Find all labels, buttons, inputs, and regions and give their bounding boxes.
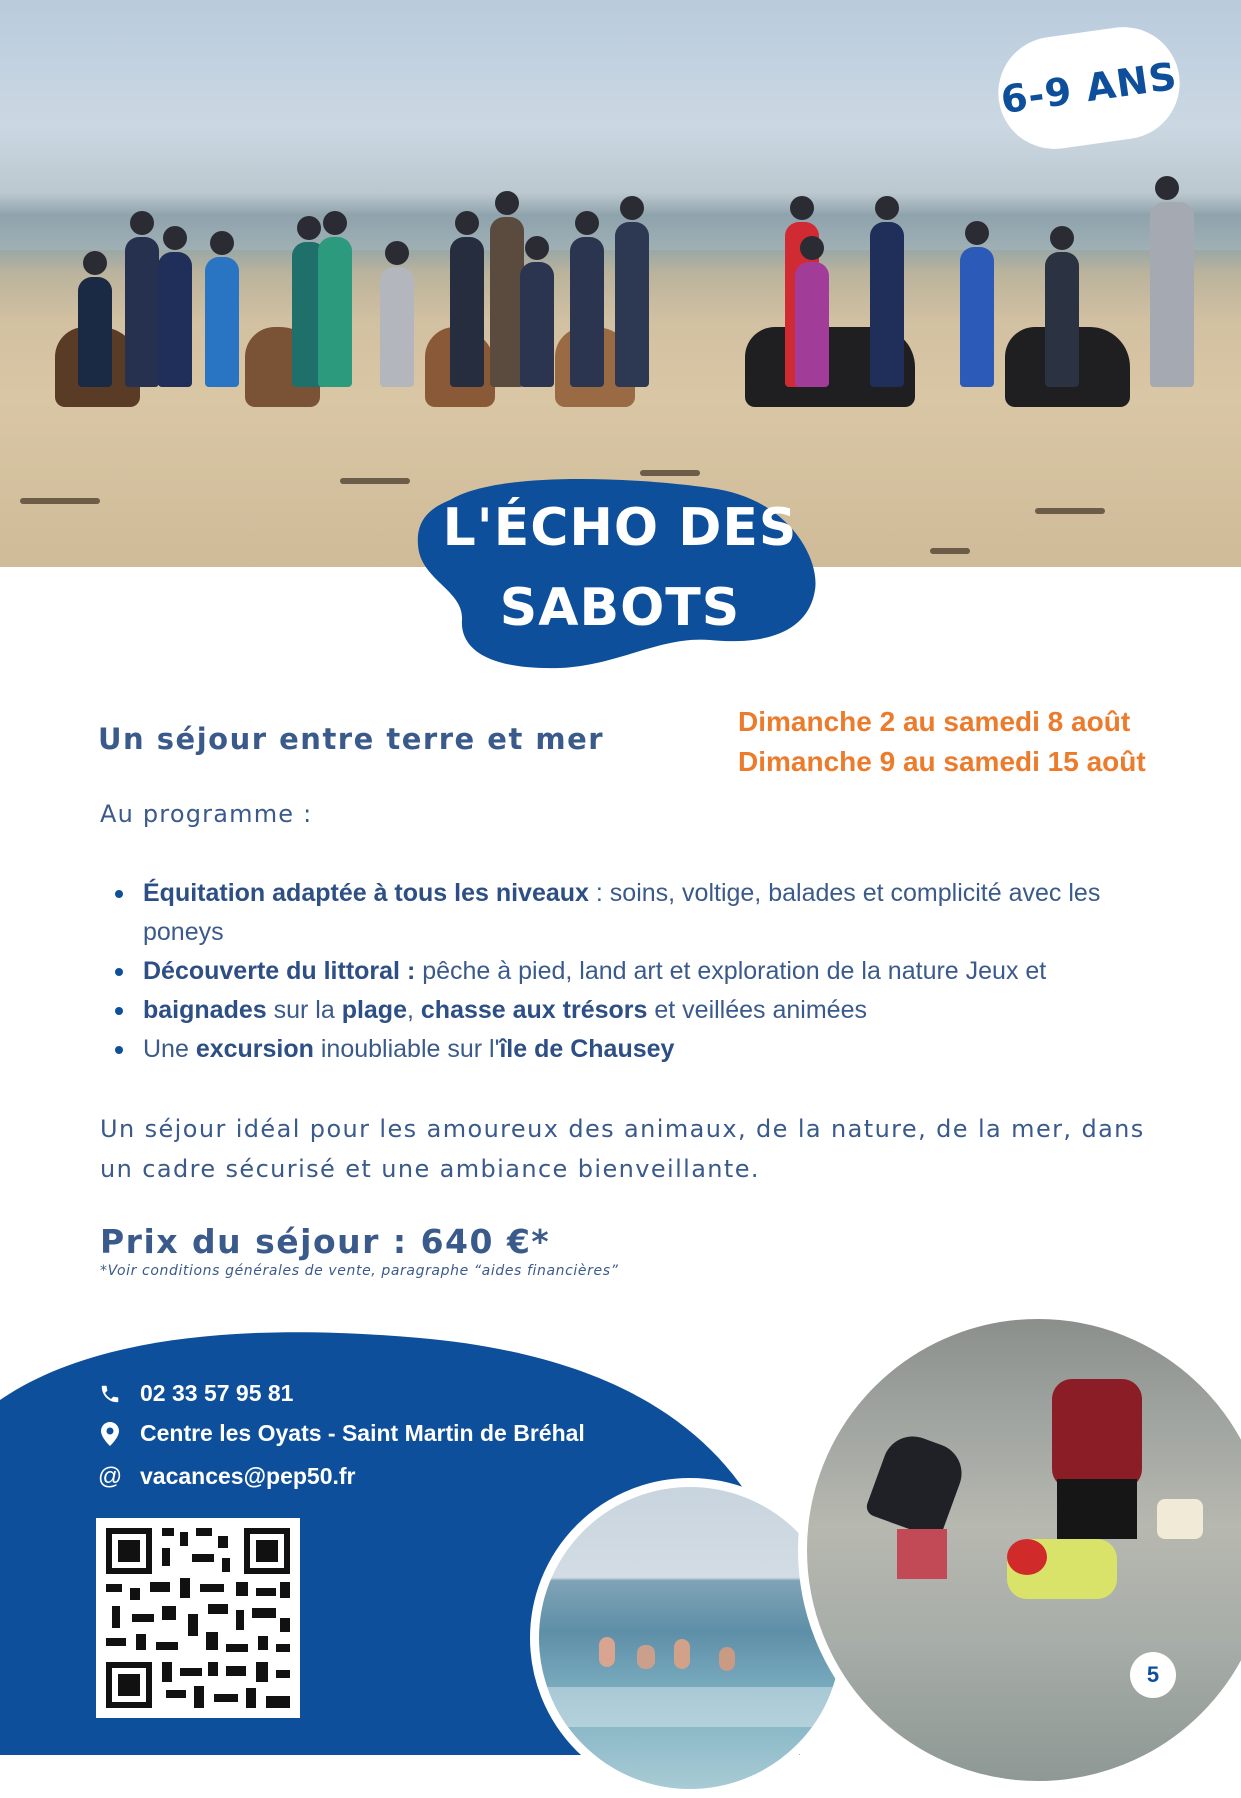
program-item-highlight: Découverte du littoral : (143, 957, 416, 985)
phone-number: 02 33 57 95 81 (140, 1380, 294, 1406)
program-item-highlight: chasse aux trésors (420, 996, 648, 1024)
map-pin-icon (98, 1422, 122, 1446)
program-item (112, 991, 1172, 1030)
program-item-highlight: plage (341, 996, 407, 1024)
program-item-highlight: baignades (143, 996, 267, 1024)
contact-location (98, 1420, 585, 1447)
age-badge-text: 6-9 ANS (998, 53, 1180, 123)
phone-icon (98, 1382, 122, 1406)
program-item-highlight: excursion (195, 1035, 314, 1063)
program-list (112, 874, 1172, 1069)
program-intro: Au programme : (100, 800, 313, 828)
program-item-text: : soins, voltige, balades et complicité avec les poneys (143, 879, 1101, 946)
program-item-text: Une (143, 1035, 196, 1063)
page-title (430, 488, 810, 648)
program-item-text: inoubliable sur l' (313, 1035, 500, 1063)
price: Prix du séjour : 640 €* (100, 1222, 551, 1261)
program-item-text: , (406, 996, 421, 1024)
title-line-2: SABOTS (499, 578, 741, 638)
price-note: *Voir conditions générales de vente, paragraphe “aides financières” (100, 1263, 619, 1279)
session-date-1: Dimanche 2 au samedi 8 août (738, 706, 1131, 737)
at-icon: @ (97, 1462, 123, 1490)
program-item (112, 952, 1172, 991)
session-dates (738, 702, 1146, 782)
program-item (112, 1030, 1172, 1069)
session-date-2: Dimanche 9 au samedi 15 août (738, 746, 1146, 777)
program-item-text: pêche à pied, land art et exploration de la nature Jeux et (415, 957, 1047, 985)
program-item-text: sur la (266, 996, 342, 1024)
program-item-highlight: île de Chausey (499, 1035, 675, 1063)
contact-phone[interactable] (98, 1380, 293, 1407)
location-text: Centre les Oyats - Saint Martin de Bréhal (140, 1420, 585, 1446)
email-address: vacances@pep50.fr (140, 1463, 356, 1489)
program-item-text: et veillées animées (647, 996, 867, 1024)
page-number: 5 (1130, 1652, 1176, 1698)
title-line-1: L'ÉCHO DES (442, 498, 798, 558)
subtitle: Un séjour entre terre et mer (98, 722, 605, 756)
description: Un séjour idéal pour les amoureux des animaux, de la nature, de la mer, dans un cadre sécurisé et une ambiance bienveillante. (100, 1115, 1145, 1183)
contact-email[interactable] (98, 1463, 356, 1490)
qr-code[interactable] (96, 1518, 300, 1718)
program-item (112, 874, 1172, 952)
program-item-highlight: Équitation adaptée à tous les niveaux (143, 879, 589, 907)
